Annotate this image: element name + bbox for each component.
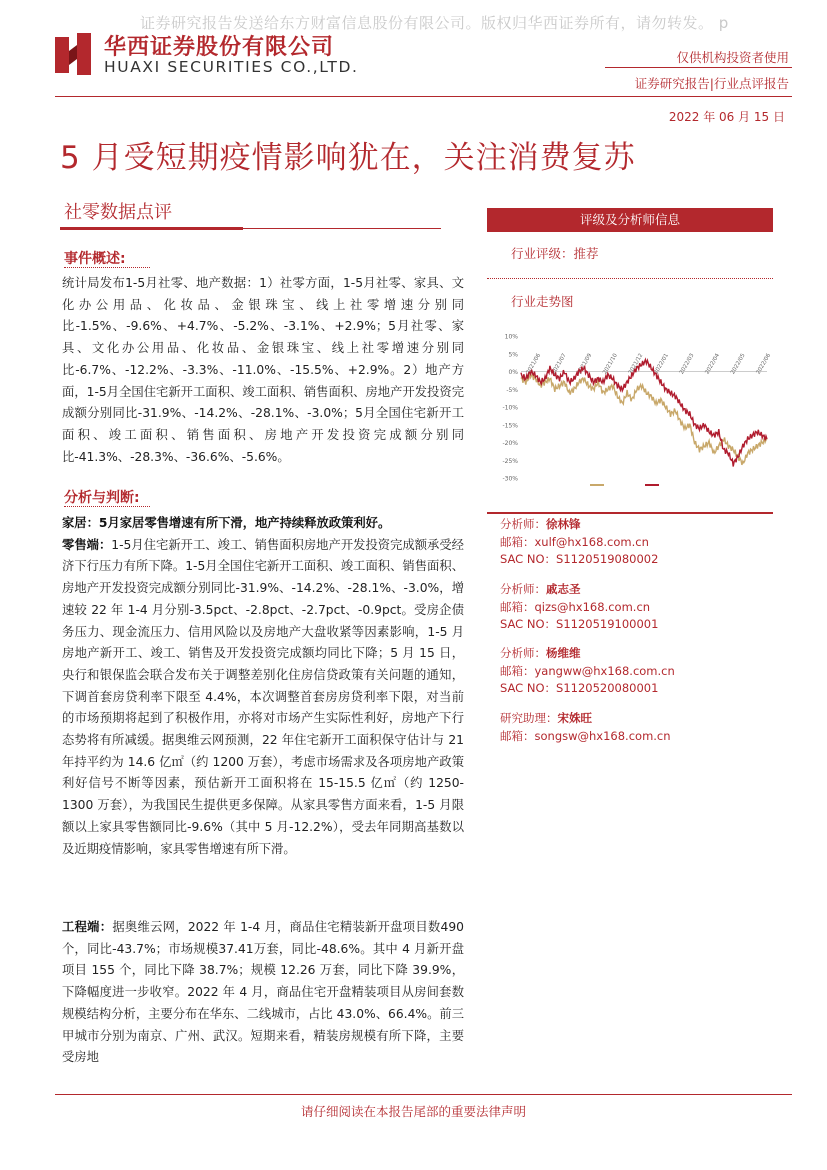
x-tick-label: 2021/10: [602, 352, 619, 376]
analyst-name: 徐林锋: [546, 517, 581, 531]
trend-chart: [495, 328, 773, 496]
header-divider-short: [605, 67, 792, 68]
home-headline: 家居：5月家居零售增速有所下滑，地产持续释放政策利好。: [62, 516, 391, 530]
analyst-role: 分析师：: [500, 582, 546, 596]
y-tick-label: 10%: [504, 333, 518, 341]
page-title: 5 月受短期疫情影响犹在，关注消费复苏: [60, 140, 636, 176]
x-tick-label: 2022/05: [729, 352, 747, 376]
engineering-paragraph: [62, 917, 464, 1069]
analysis-heading: 分析与判断:: [64, 490, 140, 506]
analyst-name: 宋姝旺: [557, 711, 592, 725]
legend-swatch-1: [590, 484, 604, 486]
analyst-email[interactable]: 邮箱：songsw@hx168.com.cn: [500, 728, 671, 743]
analysis-paragraph: [62, 513, 464, 860]
company-logo-icon: [55, 33, 95, 75]
report-date: 2022 年 06 月 15 日: [668, 110, 785, 124]
subtitle-line: [243, 228, 441, 229]
watermark: 证券研究报告发送给东方财富信息股份有限公司。版权归华西证券所有，请勿转发。 p: [140, 14, 729, 32]
report-type: 证券研究报告|行业点评报告: [634, 76, 789, 91]
sidebar-divider: [487, 278, 773, 279]
x-tick-label: 2021/09: [576, 352, 594, 376]
analyst-card-1: [500, 516, 658, 569]
analysis-heading-underline: [64, 506, 150, 507]
analyst-name: 戚志圣: [546, 582, 581, 596]
event-heading: 事件概述:: [64, 251, 126, 267]
engineering-text: 据奥维云网，2022 年 1-4 月，商品住宅精装新开盘项目数490个，同比-43.7%；市场规模37.41万套，同比-48.6%。其中 4 月新开盘项目 155 个，同比下降 38.7%；规模 12.26 万套，同比下降 39.9%，下降幅度进一步收窄。2022 年 4 月，商品住宅开盘精装项目从房间套数规模结构分析，主要分布在华东、二线城市，占比 43.0%、66.4%。前三甲城市分别为南京、广州、武汉。短期来看，精装房规模有所下降，主要受房地: [62, 920, 464, 1065]
retail-text: 1-5月住宅新开工、竣工、销售面积房地产开发投资完成额承受经济下行压力有所下降。1-5月全国住宅新开工面积、竣工面积、销售面积、房地产开发投资完成额分别同比-31.9%、-14.2%、-28.1%、-3.0%，增速较 22 年 1-4 月分别-3.5pct、-2.8pct、-2.7pct、-0.9pct。受房企债务压力、现金流压力、信用风险以及房地产大盘收紧等因素影响，1-5 月房地产新开工、竣工、销售及开发投资完成额均同比下降；5 月 15 日，央行和银保监会联合发布关于调整差别化住房信贷政策有关问题的通知，下调首套房贷利率下限至 4.4%，本次调整首套房房贷利率下限，对当前的市场预期将起到了积极作用，亦将对市场产生实际性利好，房地产下行态势将有所减缓。据奥维云网预测，22 年住宅新开工面积保守估计与 21 年持平约为 14.6 亿㎡（约 1200 万套），考虑市场需求及各项房地产政策利好信号不断等因素，预估新开工面积将在 15-15.5 亿㎡（约 1250-1300 万套），为我国民生提供更多保障。从家具零售方面来看，1-5 月限额以上家具零售额同比-9.6%（其中 5 月-12.2%），受去年同期高基数以及近期疫情影响，家具零售增速有所下滑。: [62, 537, 464, 856]
legend-swatch-2: [645, 484, 659, 486]
audience-note: 仅供机构投资者使用: [676, 50, 789, 65]
y-tick-label: -5%: [506, 386, 518, 394]
analyst-role: 分析师：: [500, 517, 546, 531]
y-tick-label: -15%: [502, 422, 518, 430]
x-tick-label: 2021/06: [525, 352, 543, 376]
header-divider: [55, 96, 792, 97]
analyst-sac: SAC NO：S1120520080001: [500, 681, 659, 695]
company-name-cn: 华西证券股份有限公司: [104, 34, 335, 60]
y-tick-label: -25%: [502, 457, 518, 465]
analyst-role: 分析师：: [500, 646, 546, 660]
y-tick-label: 0%: [508, 369, 518, 376]
y-tick-label: 5%: [508, 351, 518, 359]
sidebar-analyst-divider: [487, 512, 773, 514]
analyst-email[interactable]: 邮箱：yangww@hx168.com.cn: [500, 663, 675, 678]
retail-label: 零售端：: [62, 537, 112, 552]
event-heading-underline: [64, 267, 150, 268]
analyst-sac: SAC NO：S1120519100001: [500, 617, 659, 631]
analyst-email[interactable]: 邮箱：xulf@hx168.com.cn: [500, 534, 649, 549]
analyst-name: 杨维维: [546, 646, 581, 660]
y-tick-label: -10%: [502, 404, 518, 412]
x-tick-label: 2022/03: [678, 352, 696, 376]
x-tick-label: 2021/12: [627, 352, 645, 376]
series-line-1: [521, 374, 767, 465]
sidebar-header: 评级及分析师信息: [487, 208, 773, 232]
footer-divider: [55, 1094, 792, 1095]
event-paragraph: 统计局发布1-5月社零、地产数据：1）社零方面，1-5月社零、家具、文化办公用品、化妆品、金银珠宝、线上社零增速分别同比-1.5%、-9.6%、+4.7%、-5.2%、-3.1%、+2.9%；5月社零、家具、文化办公用品、化妆品、金银珠宝、线上社零增速分别同比-6.7%、-12.2%、-3.3%、-11.0%、-15.5%、+2.9%。2）地产方面，1-5月全国住宅新开工面积、竣工面积、销售面积、房地产开发投资完成额分别同比-31.9%、-14.2%、-28.1%、-3.0%；5月全国住宅新开工面积、竣工面积、销售面积、房地产开发投资完成额分别同比-41.3%、-28.3%、-36.6%、-5.6%。: [62, 276, 464, 464]
y-tick-label: -30%: [502, 475, 518, 483]
trend-chart-label: 行业走势图: [511, 294, 574, 309]
analyst-sac: SAC NO：S1120519080002: [500, 552, 659, 566]
x-tick-label: 2022/01: [653, 352, 670, 376]
analyst-card-2: [500, 581, 658, 634]
engineering-label: 工程端：: [62, 920, 113, 934]
x-tick-label: 2021/07: [551, 352, 568, 376]
analyst-email[interactable]: 邮箱：qizs@hx168.com.cn: [500, 599, 651, 614]
industry-rating: 行业评级：推荐: [511, 246, 599, 261]
page-subtitle: 社零数据点评: [64, 202, 172, 223]
analyst-card-4: [500, 710, 671, 745]
y-tick-label: -20%: [502, 440, 518, 447]
x-tick-label: 2022/06: [755, 352, 773, 376]
company-name-en: HUAXI SECURITIES CO.,LTD.: [104, 58, 359, 76]
analyst-card-3: [500, 645, 675, 698]
series-line-2: [521, 360, 767, 467]
x-tick-label: 2022/04: [704, 352, 722, 376]
subtitle-bar: [60, 227, 243, 230]
analyst-role: 研究助理：: [500, 711, 558, 725]
footer-disclaimer: 请仔细阅读在本报告尾部的重要法律声明: [300, 1104, 526, 1119]
